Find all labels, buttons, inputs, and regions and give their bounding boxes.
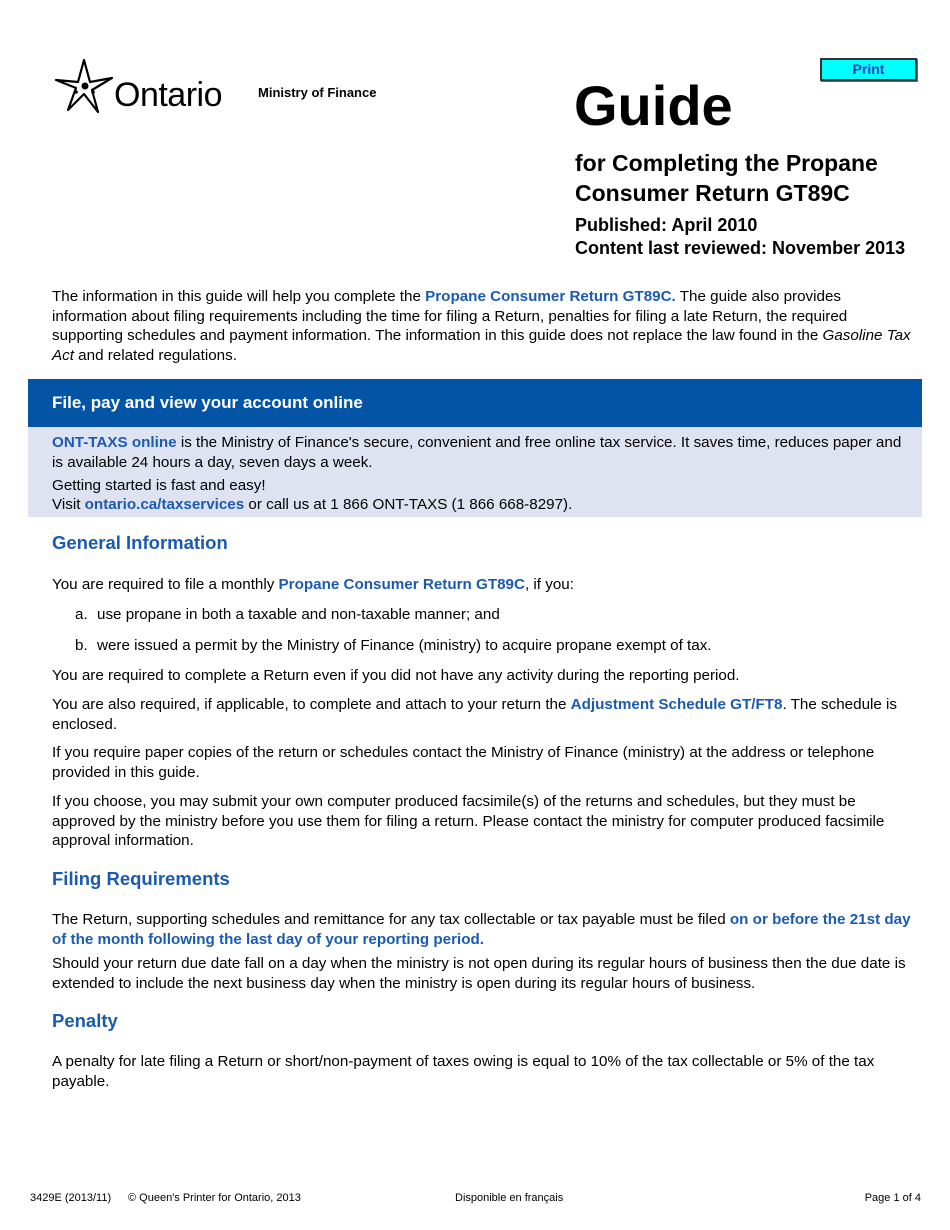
visit-line: Visit ontario.ca/taxservices or call us at 1 866 ONT-TAXS (1 866 668-8297). xyxy=(52,496,573,513)
list-item: a. use propane in both a taxable and non-taxable manner; and xyxy=(75,606,500,623)
filing-p2: Should your return due date fall on a day when the ministry is not open during its regular hours of business then the due date is extended to include the next business day when the ministry is open during its regular hours of business. xyxy=(52,955,906,992)
online-paragraph: ONT-TAXS online is the Ministry of Finance's secure, convenient and free online tax service. It saves time, reduces paper and is available 24 hours a day, seven days a week. xyxy=(52,434,902,471)
general-info-heading: General Information xyxy=(52,532,228,553)
general-p5: If you choose, you may submit your own computer produced facsimile(s) of the returns and schedules, but they must be approved by the ministry before you use them for filing a return. Please contact the ministry for computer produced facsimile approval information. xyxy=(52,793,885,849)
general-p1: You are required to file a monthly Propane Consumer Return GT89C, if you: xyxy=(52,576,574,593)
filing-heading: Filing Requirements xyxy=(52,868,230,889)
penalty-heading: Penalty xyxy=(52,1010,118,1031)
publication-info xyxy=(575,214,945,260)
gt-ft8-link[interactable]: Adjustment Schedule GT/FT8 xyxy=(570,696,783,713)
gt89c-link[interactable]: Propane Consumer Return GT89C xyxy=(278,576,525,593)
filing-p1: The Return, supporting schedules and remittance for any tax collectable or tax payable must be filed on or before the 21st day of the month following the last day of your reporting period. xyxy=(52,911,911,948)
page-number: Page 1 of 4 xyxy=(864,1192,921,1204)
online-banner xyxy=(28,379,922,427)
taxservices-link[interactable]: ontario.ca/taxservices xyxy=(84,496,245,513)
reviewed-date: Content last reviewed: November 2013 xyxy=(575,238,906,258)
general-p4: If you require paper copies of the return or schedules contact the Ministry of Finance (ministry) at the address or telephone provided in this guide. xyxy=(52,744,875,781)
getting-started: Getting started is fast and easy! xyxy=(52,477,266,494)
french-availability: Disponible en français xyxy=(455,1192,564,1204)
logo-wordmark: Ontario xyxy=(114,76,222,114)
banner-heading: File, pay and view your account online xyxy=(52,393,363,412)
page-title: Guide xyxy=(574,74,733,137)
penalty-p1: A penalty for late filing a Return or short/non-payment of taxes owing is equal to 10% of the tax collectable or 5% of the tax payable. xyxy=(52,1053,875,1090)
ont-taxs-link[interactable]: ONT-TAXS online xyxy=(52,434,177,451)
ontario-logo xyxy=(54,56,234,118)
due-date-text: on or before the 21st day of the month following the last day of your reporting period. xyxy=(52,911,911,948)
page-subtitle: for Completing the Propane Consumer Return GT89C xyxy=(575,150,878,206)
print-button[interactable]: Print xyxy=(820,58,917,81)
trillium-icon xyxy=(54,56,116,116)
published-date: Published: April 2010 xyxy=(575,215,758,235)
online-info-box xyxy=(28,427,922,517)
intro-paragraph: The information in this guide will help you complete the Propane Consumer Return GT89C. The guide also provides information about filing requirements including the time for filing a Return, penalties for filing a late Return, the required supporting schedules and payment information. The information in this guide does not replace the law found in the Gasoline Tax Act and related regulations. xyxy=(52,288,911,364)
copyright: © Queen's Printer for Ontario, 2013 xyxy=(128,1192,301,1204)
ministry-name: Ministry of Finance xyxy=(258,85,377,100)
list-item: b. were issued a permit by the Ministry of Finance (ministry) to acquire propane exempt of tax. xyxy=(75,637,712,654)
form-number: 3429E (2013/11) xyxy=(30,1192,112,1204)
act-name: Gasoline Tax Act xyxy=(52,327,911,364)
general-p2: You are required to complete a Return even if you did not have any activity during the reporting period. xyxy=(52,667,740,684)
general-p3: You are also required, if applicable, to complete and attach to your return the Adjustment Schedule GT/FT8. The schedule is enclosed. xyxy=(52,696,898,733)
propane-return-link[interactable]: Propane Consumer Return GT89C. xyxy=(425,288,676,305)
